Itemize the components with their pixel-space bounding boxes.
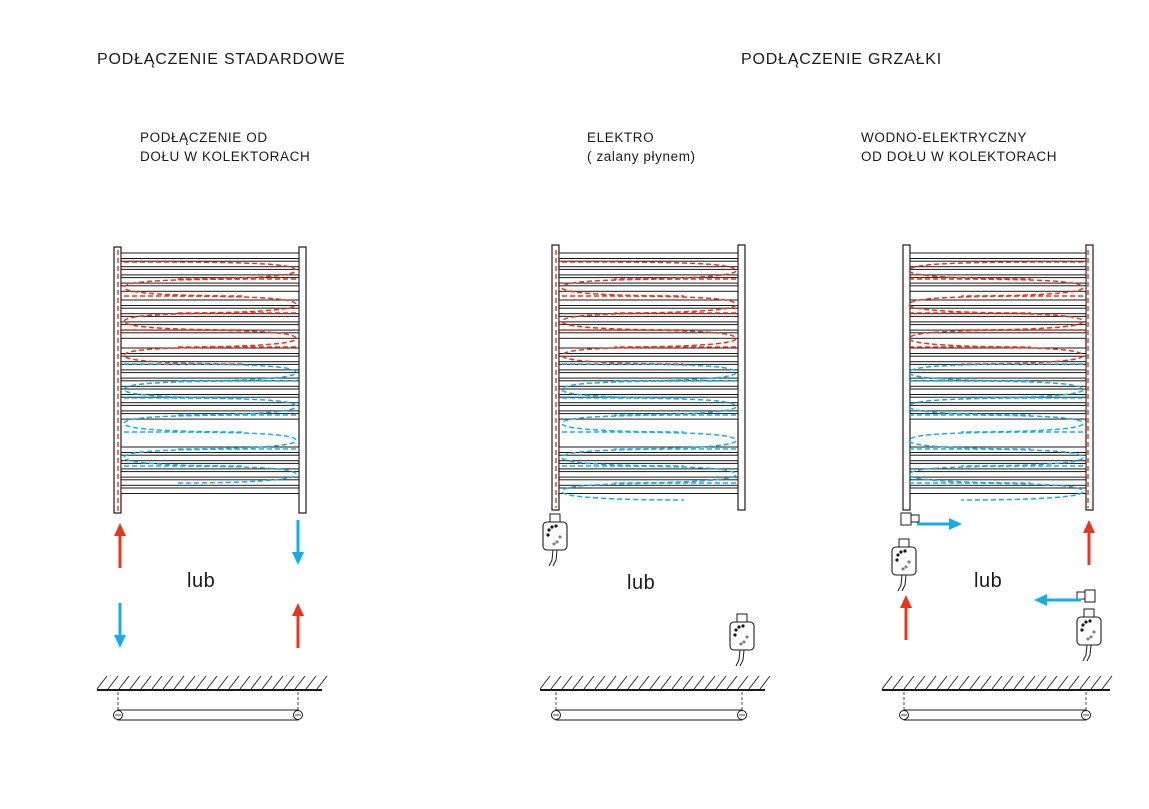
radiator-bar <box>121 333 299 339</box>
tee-branch <box>1077 592 1085 599</box>
wall-hatch-icon <box>1080 676 1090 689</box>
flow-arrow-icon <box>900 595 912 608</box>
wall-hatch-icon <box>130 676 140 689</box>
radiator-bar <box>559 488 738 494</box>
wall-hatch-icon <box>1047 676 1057 689</box>
wall-hatch-icon <box>882 676 892 689</box>
wall-hatch-icon <box>948 676 958 689</box>
wall-hatch-icon <box>705 676 715 689</box>
radiator-bar <box>910 373 1086 379</box>
radiator-bar <box>559 286 738 292</box>
wall-hatch-icon <box>1025 676 1035 689</box>
radiator-bar <box>910 472 1086 478</box>
panel-standard-label-1: PODŁĄCZENIE OD <box>140 130 268 145</box>
radiator-bar <box>121 269 299 275</box>
panel-electric-label-2: ( zalany płynem) <box>587 149 696 164</box>
radiator-top-view <box>118 710 298 720</box>
heating-element-dot <box>555 525 558 528</box>
radiator-bar <box>121 373 299 379</box>
wall-hatch-icon <box>97 676 107 689</box>
heating-element-dot <box>1087 638 1089 640</box>
wall-hatch-icon <box>119 676 129 689</box>
radiator-bar <box>559 463 738 469</box>
heating-element-dot <box>897 554 900 557</box>
radiator-bar <box>121 356 299 362</box>
wall-hatch-icon <box>540 676 550 689</box>
radiator-bar <box>121 286 299 292</box>
panel-standard <box>97 247 327 720</box>
radiator-bar <box>910 253 1086 259</box>
wall-hatch-icon <box>295 676 305 689</box>
wall-hatch-icon <box>970 676 980 689</box>
wall-hatch-icon <box>628 676 638 689</box>
wall-hatch-icon <box>926 676 936 689</box>
radiator-bar <box>559 364 738 370</box>
wall-hatch-icon <box>262 676 272 689</box>
radiator-bar <box>559 316 738 322</box>
heating-element-dot <box>1082 624 1085 627</box>
panel-water-electric <box>882 245 1112 720</box>
tee-fitting-icon <box>1085 590 1095 602</box>
wall-hatch-icon <box>749 676 759 689</box>
wall-hatch-icon <box>981 676 991 689</box>
radiator-bar <box>559 405 738 411</box>
panel-water-electric-label-1: WODNO-ELEKTRYCZNY <box>861 130 1027 145</box>
wall-hatch-icon <box>218 676 228 689</box>
radiator-top-view <box>556 710 742 720</box>
wall-hatch-icon <box>141 676 151 689</box>
wall-hatch-icon <box>915 676 925 689</box>
or-label-standard: lub <box>187 570 216 592</box>
heating-element-neck <box>899 539 909 547</box>
wall-hatch-icon <box>959 676 969 689</box>
wall-hatch-icon <box>716 676 726 689</box>
wall-hatch-icon <box>240 676 250 689</box>
heating-element-dot <box>551 526 554 529</box>
wall-hatch-icon <box>639 676 649 689</box>
heating-element-dot <box>1093 631 1095 633</box>
radiator-collector-left <box>903 245 910 510</box>
wall-hatch-icon <box>760 676 770 689</box>
radiator-bar <box>910 269 1086 275</box>
heating-element-dot <box>553 543 555 545</box>
radiator-bar <box>121 488 299 494</box>
wall-hatch-icon <box>661 676 671 689</box>
radiator-bar <box>121 253 299 259</box>
wall-hatch-icon <box>229 676 239 689</box>
heating-element-dot <box>742 625 745 628</box>
heating-element-neck <box>1084 609 1094 617</box>
heating-element-dot <box>1090 636 1092 638</box>
heating-element-dot <box>734 634 737 637</box>
radiator-bar <box>121 455 299 461</box>
wall-hatch-icon <box>1091 676 1101 689</box>
heating-element-dot <box>902 568 904 570</box>
radiator-bar <box>910 333 1086 339</box>
radiator-collector-right <box>738 245 745 510</box>
heating-element-dot <box>905 566 907 568</box>
wall-hatch-icon <box>163 676 173 689</box>
wall-hatch-icon <box>174 676 184 689</box>
radiator-bar <box>910 300 1086 306</box>
radiator-collector-right <box>299 247 306 513</box>
wall-hatch-icon <box>650 676 660 689</box>
heating-element-neck <box>737 614 747 622</box>
wall-hatch-icon <box>1003 676 1013 689</box>
radiator-bar <box>910 364 1086 370</box>
radiator-bar <box>559 253 738 259</box>
radiator-bar <box>910 316 1086 322</box>
heating-element-dot <box>900 551 903 554</box>
heating-element-dot <box>1089 620 1092 623</box>
heating-element-dot <box>908 561 910 563</box>
or-label-electric: lub <box>627 572 656 594</box>
wall-hatch-icon <box>672 676 682 689</box>
flow-arrow-icon <box>292 552 304 565</box>
wall-hatch-icon <box>937 676 947 689</box>
tee-branch <box>911 515 919 522</box>
heating-element-dot <box>743 641 745 643</box>
heating-element-cable <box>736 650 744 666</box>
panel-water-electric-label-2: OD DOŁU W KOLEKTORACH <box>861 149 1058 164</box>
heating-element-dot <box>735 629 738 632</box>
wall-hatch-icon <box>185 676 195 689</box>
heating-element-dot <box>746 636 748 638</box>
radiator-bar <box>910 286 1086 292</box>
wall-hatch-icon <box>152 676 162 689</box>
radiator-bar <box>121 316 299 322</box>
heating-element-dot <box>556 541 558 543</box>
wall-hatch-icon <box>562 676 572 689</box>
radiator-bar <box>559 300 738 306</box>
radiator-collector-right <box>1086 245 1093 510</box>
flow-arrow-icon <box>114 523 126 536</box>
heating-element-cable <box>898 575 906 591</box>
wall-hatch-icon <box>207 676 217 689</box>
heating-element-cable <box>549 550 557 566</box>
radiator-bar <box>910 348 1086 354</box>
panel-electric-label-1: ELEKTRO <box>587 130 655 145</box>
flow-arrow-icon <box>114 635 126 648</box>
wall-hatch-icon <box>893 676 903 689</box>
heating-element-dot <box>1081 629 1084 632</box>
wall-hatch-icon <box>1069 676 1079 689</box>
radiator-bar <box>910 488 1086 494</box>
wall-hatch-icon <box>595 676 605 689</box>
heating-element-dot <box>904 550 907 553</box>
radiator-bar <box>910 455 1086 461</box>
heading-standard: PODŁĄCZENIE STADARDOWE <box>97 51 346 68</box>
or-label-water-electric: lub <box>974 570 1003 592</box>
wall-hatch-icon <box>1036 676 1046 689</box>
radiator-top-view <box>904 710 1086 720</box>
flow-arrow-icon <box>949 518 962 530</box>
radiator-bar <box>559 348 738 354</box>
wall-hatch-icon <box>606 676 616 689</box>
wall-hatch-icon <box>108 676 118 689</box>
flow-arrow-icon <box>1083 520 1095 533</box>
flow-arrow-icon <box>292 603 304 616</box>
wall-hatch-icon <box>306 676 316 689</box>
heating-element-dot <box>548 529 551 532</box>
heating-element-dot <box>1085 621 1088 624</box>
heating-element-neck <box>550 514 560 522</box>
wall-hatch-icon <box>904 676 914 689</box>
radiator-bar <box>559 472 738 478</box>
wall-hatch-icon <box>683 676 693 689</box>
wall-hatch-icon <box>694 676 704 689</box>
wall-hatch-icon <box>284 676 294 689</box>
flow-arrow-icon <box>1034 594 1047 606</box>
heading-heater: PODŁĄCZENIE GRZAŁKI <box>741 51 943 68</box>
wall-hatch-icon <box>551 676 561 689</box>
heating-element-dot <box>738 626 741 629</box>
heating-element-cable <box>1083 645 1091 661</box>
radiator-bar <box>121 300 299 306</box>
radiator-bar <box>121 472 299 478</box>
tee-fitting-icon <box>901 513 911 525</box>
wall-hatch-icon <box>317 676 327 689</box>
wall-hatch-icon <box>1102 676 1112 689</box>
heating-element-dot <box>547 534 550 537</box>
heating-element-dot <box>740 643 742 645</box>
heating-element-dot <box>559 536 561 538</box>
radiator-bar <box>910 389 1086 395</box>
wall-hatch-icon <box>273 676 283 689</box>
wall-hatch-icon <box>1058 676 1068 689</box>
radiator-bar <box>559 373 738 379</box>
wall-hatch-icon <box>738 676 748 689</box>
radiator-bar <box>121 405 299 411</box>
wall-hatch-icon <box>727 676 737 689</box>
wall-hatch-icon <box>573 676 583 689</box>
wall-hatch-icon <box>617 676 627 689</box>
radiator-bar <box>559 333 738 339</box>
radiator-bar <box>559 455 738 461</box>
panel-electric <box>540 245 770 720</box>
heating-element-dot <box>896 559 899 562</box>
radiator-bar <box>121 389 299 395</box>
wall-hatch-icon <box>196 676 206 689</box>
radiator-bar <box>559 269 738 275</box>
wall-hatch-icon <box>1014 676 1024 689</box>
radiator-bar <box>559 389 738 395</box>
wall-hatch-icon <box>251 676 261 689</box>
panel-standard-label-2: DOŁU W KOLEKTORACH <box>140 149 311 164</box>
wall-hatch-icon <box>992 676 1002 689</box>
wall-hatch-icon <box>584 676 594 689</box>
radiator-bar <box>910 405 1086 411</box>
